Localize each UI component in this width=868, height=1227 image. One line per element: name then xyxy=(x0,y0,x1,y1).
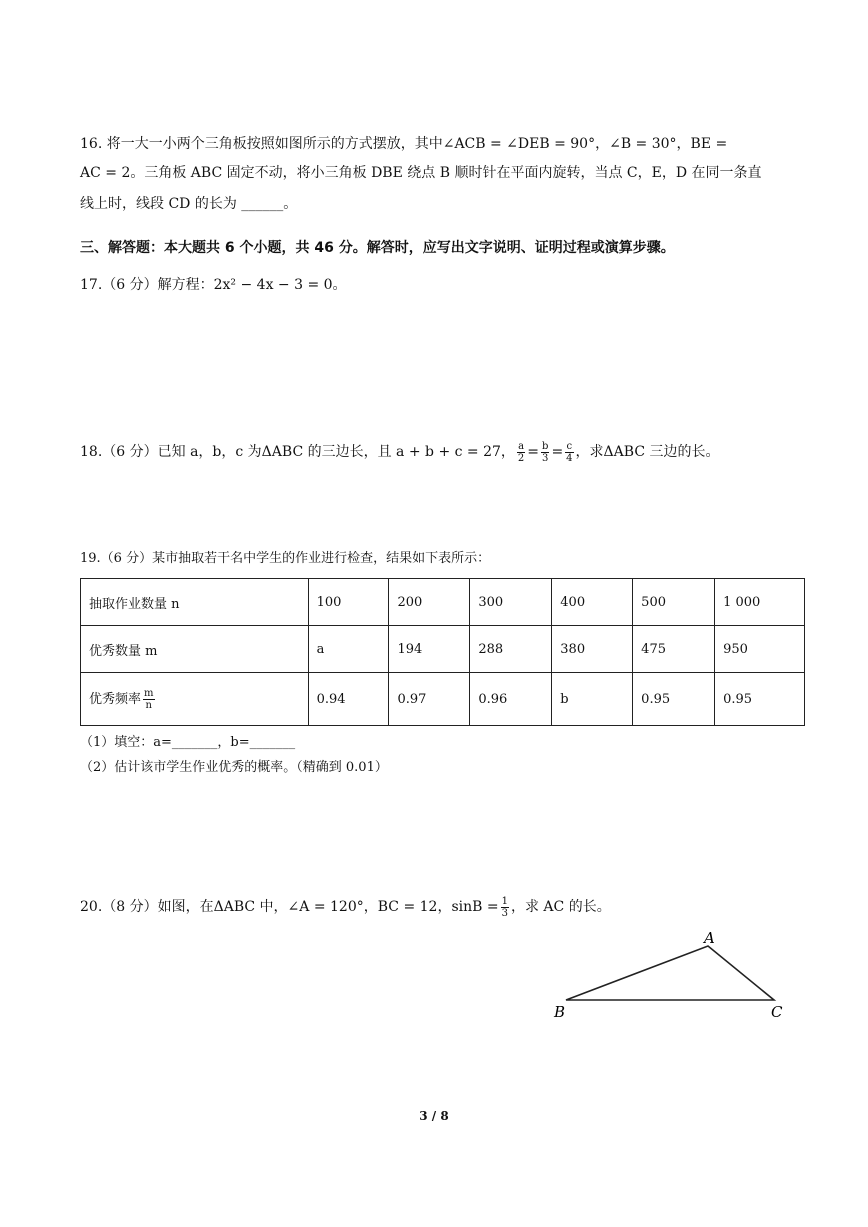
frequency-label: 优秀频率 xyxy=(89,691,142,707)
q18-frac-b-den: 3 xyxy=(542,452,549,464)
q19-part1: （1）填空：a=_______，b=_______ xyxy=(80,735,296,750)
q19-intro: 19.（6 分）某市抽取若干名中学生的作业进行检查，结果如下表所示： xyxy=(80,551,491,566)
table-cell: 抽取作业数量 n xyxy=(81,579,309,626)
q20-frac-num: 1 xyxy=(501,895,508,907)
table-cell: 380 xyxy=(552,626,633,673)
q17-text: 17.（6 分）解方程：2x² − 4x − 3 = 0。 xyxy=(80,277,347,293)
table-cell: 100 xyxy=(308,579,389,626)
label-b: B xyxy=(554,1003,566,1021)
frequency-frac-num: m xyxy=(144,687,154,699)
q18-frac-c-num: c xyxy=(566,440,573,452)
q20-text xyxy=(80,893,611,921)
table-cell: 400 xyxy=(552,579,633,626)
triangle-figure xyxy=(540,926,800,1026)
label-a: A xyxy=(704,929,715,947)
table-cell: 0.97 xyxy=(389,673,470,726)
q16-line1: 16. 将一大一小两个三角板按照如图所示的方式摆放，其中∠ACB = ∠DEB = 90°，∠B = 30°，BE = xyxy=(80,136,728,152)
table-cell: 0.94 xyxy=(308,673,389,726)
q18-eq1: = xyxy=(527,444,540,460)
q19-part2: （2）估计该市学生作业优秀的概率。（精确到 0.01） xyxy=(80,760,388,775)
table-cell: 优秀数量 m xyxy=(81,626,309,673)
q16-line3: 线上时，线段 CD 的长为 ______。 xyxy=(80,196,298,212)
table-cell: 200 xyxy=(389,579,470,626)
table-cell: 288 xyxy=(470,626,552,673)
table-cell: 500 xyxy=(633,579,715,626)
table-cell: 475 xyxy=(633,626,715,673)
triangle-abc xyxy=(566,946,774,1000)
q18-frac-c xyxy=(565,441,573,464)
table-row xyxy=(81,626,805,673)
q18-prefix: 18.（6 分）已知 a，b，c 为ΔABC 的三边长，且 a + b + c = 27， xyxy=(80,444,515,460)
q18-eq2: = xyxy=(551,444,564,460)
table-cell-frequency-label xyxy=(81,673,309,726)
q18-frac-a-num: a xyxy=(518,440,525,452)
q18-frac-b-num: b xyxy=(542,440,549,452)
table-cell: 194 xyxy=(389,626,470,673)
table-row xyxy=(81,673,805,726)
results-table xyxy=(80,578,805,726)
q20-frac-den: 3 xyxy=(501,907,508,919)
q20-frac xyxy=(501,896,509,919)
table-row xyxy=(81,579,805,626)
page-number: 3 / 8 xyxy=(419,1109,449,1123)
table-cell: b xyxy=(552,673,633,726)
table-cell: 0.95 xyxy=(633,673,715,726)
q20-suffix: ，求 AC 的长。 xyxy=(510,899,611,915)
table-cell: 1 000 xyxy=(715,579,805,626)
q18-frac-a xyxy=(517,441,525,464)
table-cell: 300 xyxy=(470,579,552,626)
q18-frac-c-den: 4 xyxy=(566,452,573,464)
table-cell: 0.96 xyxy=(470,673,552,726)
q18-frac-a-den: 2 xyxy=(517,452,525,464)
q20-prefix: 20.（8 分）如图，在ΔABC 中，∠A = 120°，BC = 12，sinB = xyxy=(80,899,499,915)
q18-suffix: ，求ΔABC 三边的长。 xyxy=(575,444,720,460)
table-cell: 950 xyxy=(715,626,805,673)
frequency-frac xyxy=(143,688,154,711)
q18-frac-b xyxy=(541,441,549,464)
q18-text xyxy=(80,438,719,466)
label-c: C xyxy=(771,1003,783,1021)
section3-heading: 三、解答题：本大题共 6 个小题，共 46 分。解答时，应写出文字说明、证明过程或演算步骤。 xyxy=(80,240,675,256)
q16-line2: AC = 2。三角板 ABC 固定不动，将小三角板 DBE 绕点 B 顺时针在平面内旋转，当点 C，E，D 在同一条直 xyxy=(80,165,762,181)
table-cell: a xyxy=(308,626,389,673)
table-cell: 0.95 xyxy=(715,673,805,726)
frequency-frac-den: n xyxy=(145,699,152,711)
